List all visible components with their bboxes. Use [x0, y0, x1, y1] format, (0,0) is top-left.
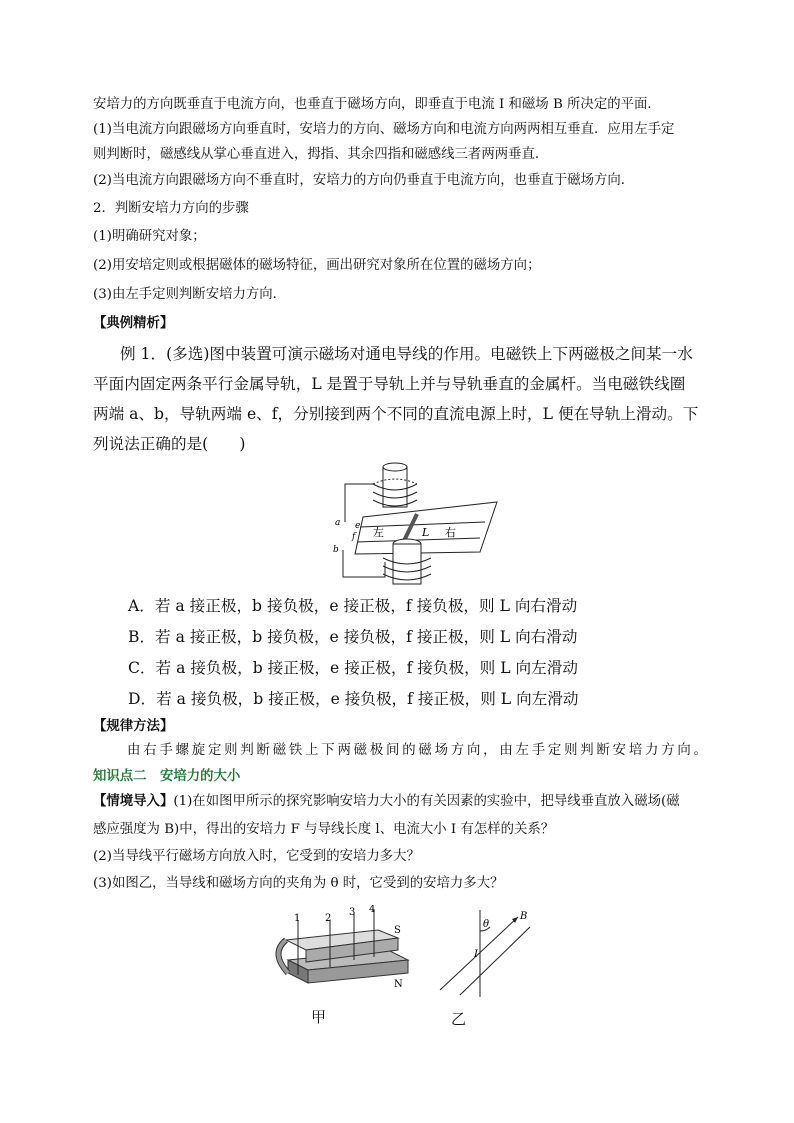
pole-label-n: N: [394, 979, 403, 990]
label-left: 左: [373, 526, 384, 539]
step-1: (1)明确研究对象；: [93, 229, 206, 244]
intro-paragraph-2-line-2: 则判断时，磁感线从掌心垂直进入，拇指、其余四指和磁感线三者两两垂直．: [93, 147, 549, 162]
wire-label-2: 2: [325, 913, 332, 924]
caption-jia: 甲: [311, 1008, 327, 1026]
wire-label-1: 1: [294, 913, 301, 924]
example-question-line-1: 例 1．(多选)图中装置可演示磁场对通电导线的作用。电磁铁上下两磁极之间某一水: [120, 345, 693, 363]
option-c: C．若 a 接负极，b 接正极，e 接正极，f 接负极，则 L 向左滑动: [128, 659, 578, 677]
option-d: D．若 a 接负极，b 接正极，e 接负极，f 接正极，则 L 向左滑动: [128, 690, 579, 708]
label-f: f: [352, 532, 356, 542]
option-b: B．若 a 接正极，b 接负极，e 接负极，f 接正极，则 L 向右滑动: [128, 628, 578, 646]
intro-paragraph-2-line-1: (1)当电流方向跟磁场方向垂直时，安培力的方向、磁场方向和电流方向两两相互垂直．应用左手定: [93, 122, 675, 137]
step-3: (3)由左手定则判断安培力方向．: [93, 287, 287, 302]
option-a: A．若 a 接正极，b 接负极，e 接正极，f 接负极，则 L 向右滑动: [128, 597, 578, 615]
label-b: b: [333, 545, 339, 555]
section-heading-method: 【规律方法】: [93, 718, 174, 734]
label-I: I: [474, 949, 478, 960]
example-question-line-2: 平面内固定两条平行金属导轨，L 是置于导轨上并与导轨垂直的金属杆。当电磁铁线圈: [93, 375, 686, 393]
scenario-line-2: 感应强度为 B)中，得出的安培力 F 与导线长度 l、电流大小 I 有怎样的关系？: [93, 822, 555, 837]
section-heading-example: 【典例精析】: [93, 315, 174, 331]
scenario-label: 【情境导入】: [93, 793, 174, 809]
label-theta: θ: [483, 919, 490, 930]
intro-paragraph-1: 安培力的方向既垂直于电流方向，也垂直于磁场方向，即垂直于电流 I 和磁场 B 所决定的平面．: [93, 97, 661, 112]
scenario-q1-part-a: (1)在如图甲所示的探究影响安培力大小的有关因素的实验中，把导线垂直放入磁场(磁: [173, 794, 680, 809]
caption-yi: 乙: [451, 1010, 467, 1028]
scenario-line-1: [93, 791, 680, 812]
step-2: (2)用安培定则或根据磁体的磁场特征，画出研究对象所在位置的磁场方向；: [93, 258, 541, 273]
wire-label-4: 4: [369, 905, 376, 915]
scenario-q3: (3)如图乙，当导线和磁场方向的夹角为 θ 时，它受到的安培力多大？: [93, 876, 504, 891]
wire-label-3: 3: [349, 907, 356, 918]
label-B: B: [520, 911, 528, 922]
figure-jia-magnet: [268, 905, 418, 1000]
label-e: e: [355, 521, 361, 531]
steps-heading: 2．判断安培力方向的步骤: [93, 201, 249, 216]
pole-label-s: S: [394, 925, 401, 936]
method-text: 由右手螺旋定则判断磁铁上下两磁极间的磁场方向，由左手定则判断安培力方向。: [127, 743, 707, 758]
example-question-line-4: 列说法正确的是( ): [93, 435, 246, 453]
example-question-line-3: 两端 a、b，导轨两端 e、f，分别接到两个不同的直流电源上时，L 便在导轨上滑动。下: [93, 405, 699, 423]
label-a: a: [335, 518, 341, 528]
label-L: L: [422, 526, 430, 539]
knowledge-title: 知识点二 安培力的大小: [93, 768, 241, 784]
scenario-q2: (2)当导线平行磁场方向放入时，它受到的安培力多大？: [93, 849, 420, 864]
electromagnet-figure: [325, 462, 505, 592]
intro-paragraph-3: (2)当电流方向跟磁场方向不垂直时，安培力的方向仍垂直于电流方向，也垂直于磁场方向．: [93, 173, 635, 188]
label-right: 右: [445, 526, 456, 539]
figure-yi-angle: [430, 905, 540, 1000]
